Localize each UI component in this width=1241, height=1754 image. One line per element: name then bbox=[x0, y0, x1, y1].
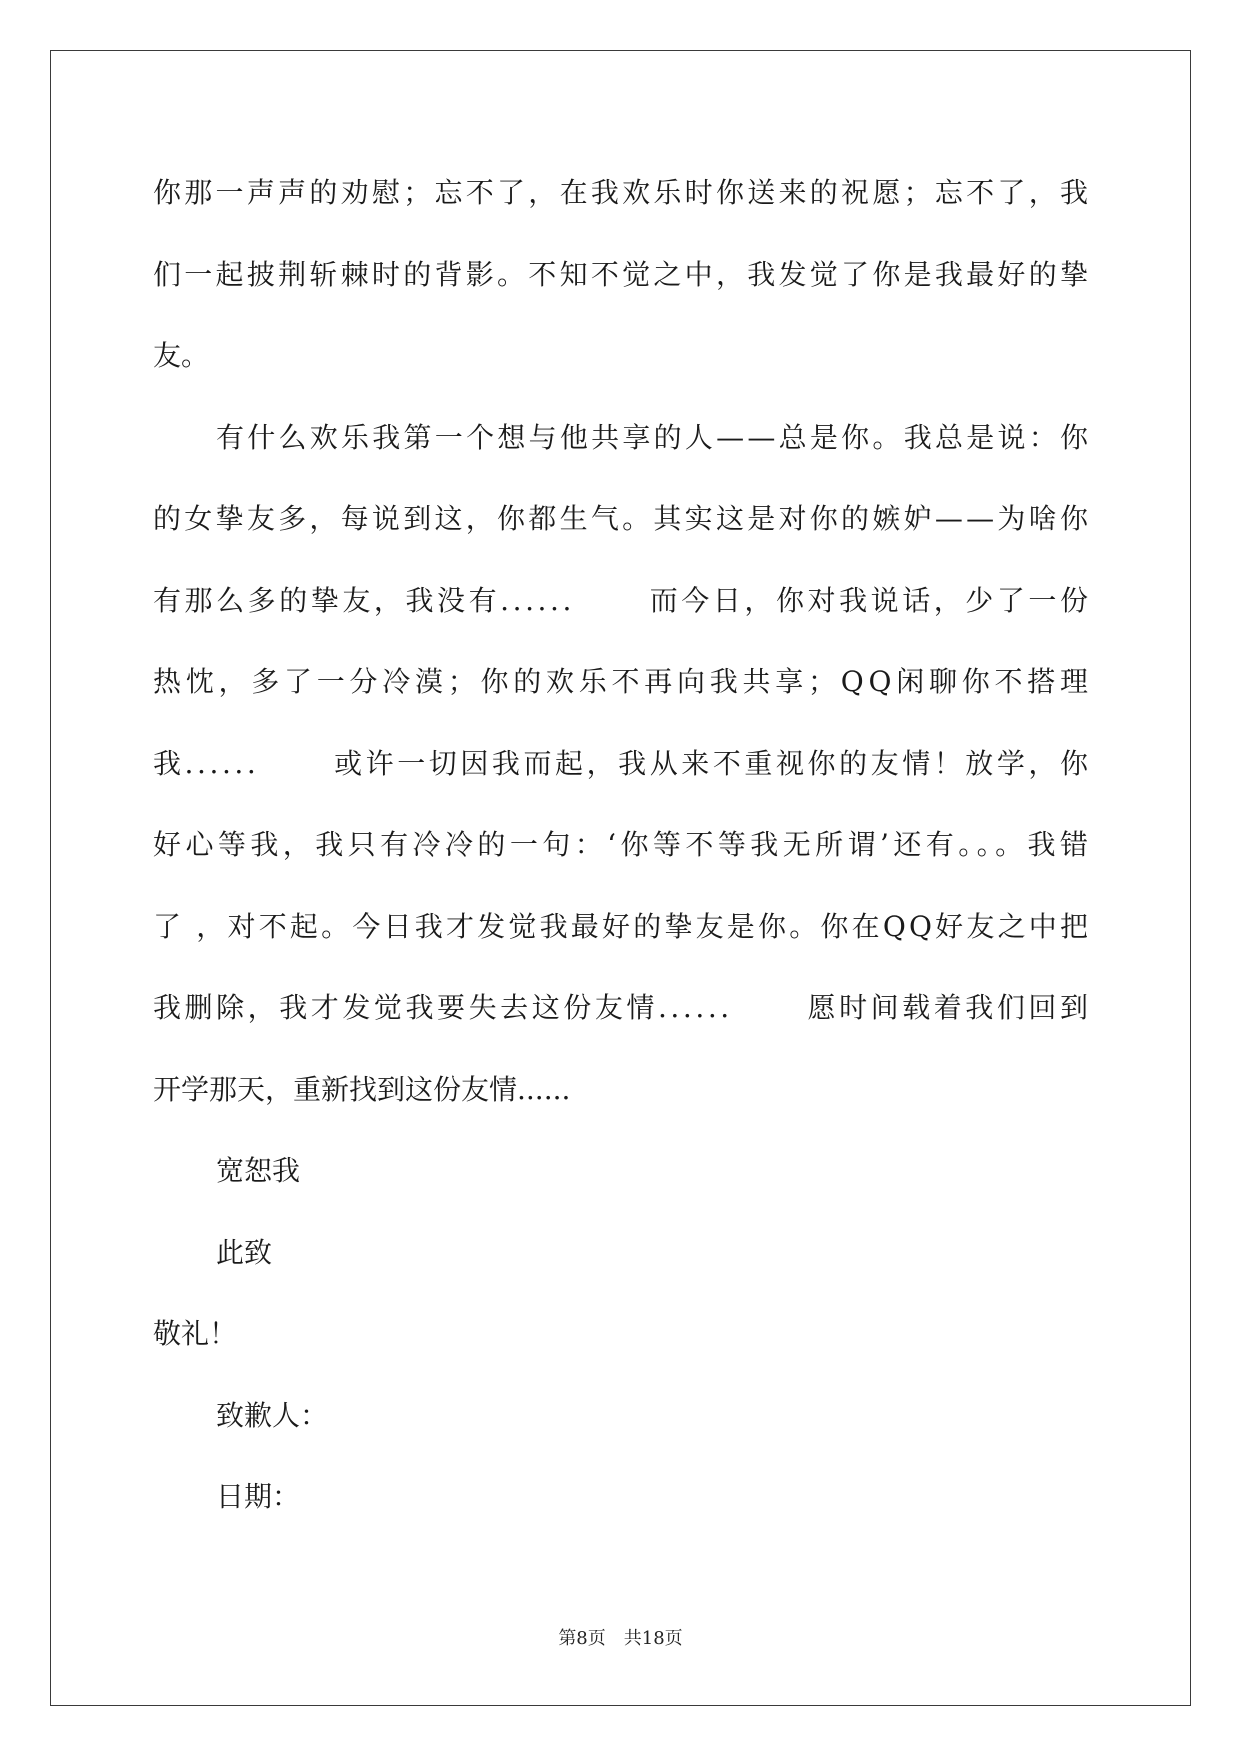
page-total: 共18页 bbox=[623, 1628, 683, 1649]
letter-closing-line: 宽恕我 bbox=[216, 1154, 301, 1187]
letter-line: 有什么欢乐我第一个想与他共享的人——总是你。我总是说：你 bbox=[216, 420, 1092, 454]
letter-body bbox=[153, 152, 1093, 1538]
letter-line: 热忱，多了一分冷漠；你的欢乐不再向我共享；QQ闲聊你不搭理 bbox=[153, 665, 1093, 698]
page-footer bbox=[0, 1627, 1241, 1651]
letter-line: 的女挚友多，每说到这，你都生气。其实这是对你的嫉妒——为啥你 bbox=[153, 502, 1092, 535]
letter-line: 们一起披荆斩棘时的背影。不知不觉之中，我发觉了你是我最好的挚 bbox=[153, 257, 1092, 291]
letter-salutation-line: 此致 bbox=[216, 1235, 273, 1269]
letter-line: 我删除，我才发觉我要失去这份友情...... 愿时间载着我们回到 bbox=[153, 991, 1092, 1024]
letter-date-line: 日期： bbox=[216, 1480, 301, 1513]
letter-line: 友。 bbox=[153, 339, 210, 372]
letter-line: 了 ，对不起。今日我才发觉我最好的挚友是你。你在QQ好友之中把 bbox=[153, 909, 1092, 943]
letter-salutation-line: 敬礼！ bbox=[153, 1317, 238, 1350]
page-number: 第8页 bbox=[558, 1628, 606, 1649]
letter-signature-line: 致歉人： bbox=[216, 1398, 329, 1432]
letter-line: 我...... 或许一切因我而起，我从来不重视你的友情！放学，你 bbox=[153, 746, 1092, 780]
letter-line: 开学那天，重新找到这份友情...... bbox=[153, 1072, 571, 1106]
letter-line: 你那一声声的劝慰；忘不了，在我欢乐时你送来的祝愿；忘不了，我 bbox=[153, 176, 1092, 209]
letter-line: 好心等我，我只有冷冷的一句：‘你等不等我无所谓’还有。。。我错 bbox=[153, 828, 1093, 861]
letter-line: 有那么多的挚友，我没有...... 而今日，你对我说话，少了一份 bbox=[153, 583, 1092, 617]
